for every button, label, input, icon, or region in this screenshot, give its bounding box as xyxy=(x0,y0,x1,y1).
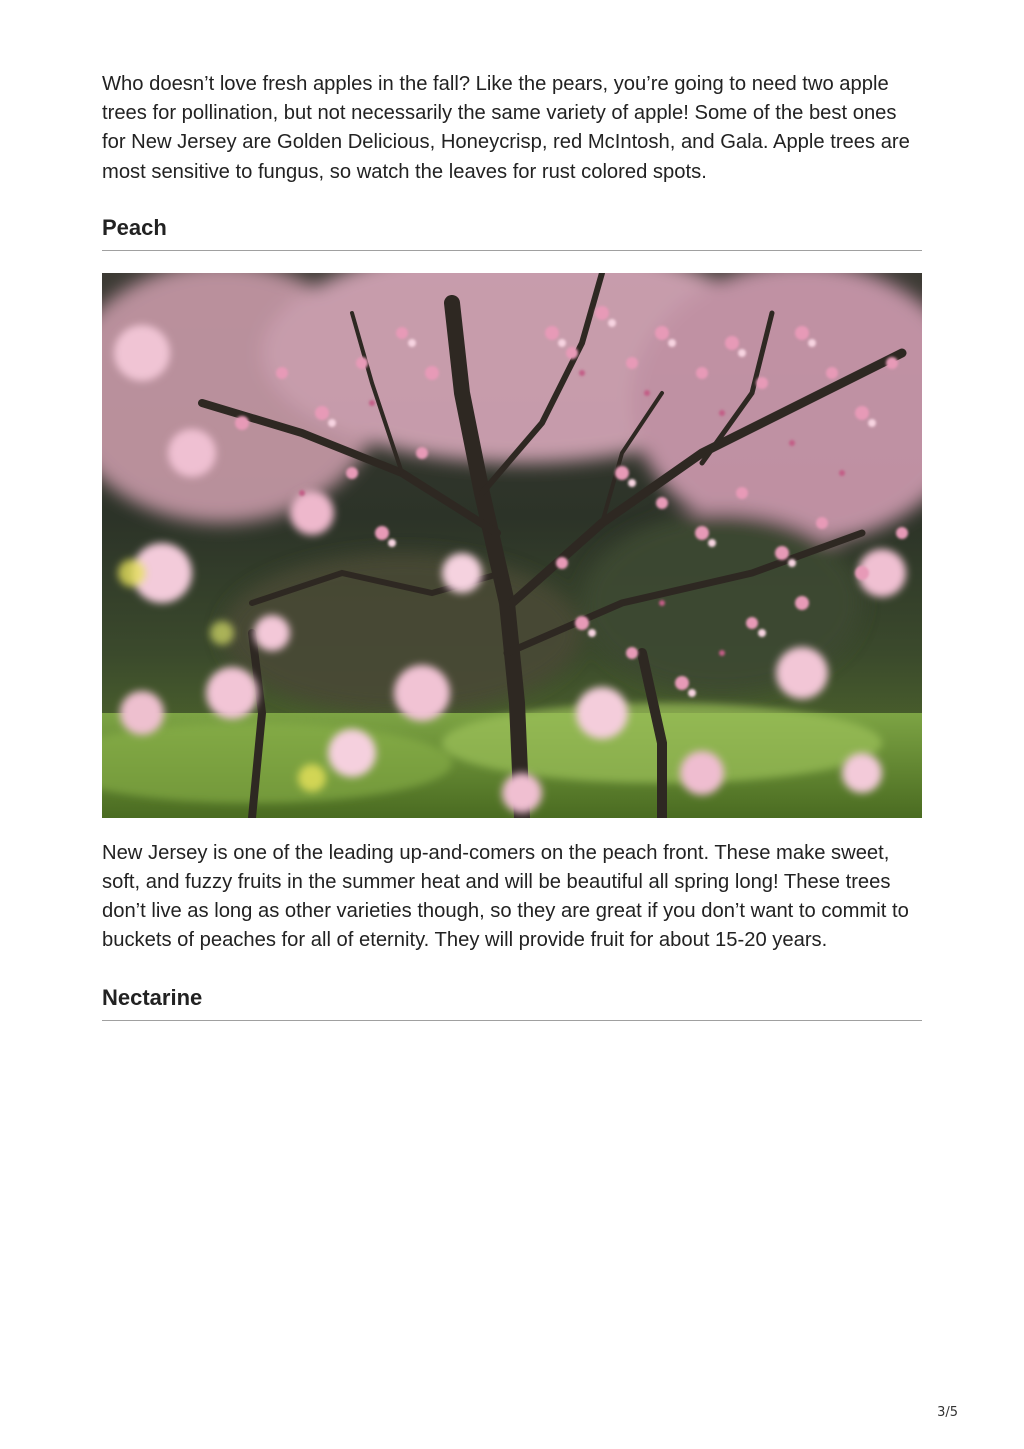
page-number: 3/5 xyxy=(937,1405,958,1420)
apple-paragraph: Who doesn’t love fresh apples in the fall? Like the pears, you’re going to need two apple trees for pollination, but not necessarily the same variety of apple! Some of the best ones for New Jersey are Golden Delicious, Honeycrisp, red McIntosh, and Gala. Apple trees are most sensitive to fungus, so watch the leaves for rust colored spots. xyxy=(102,73,910,183)
nectarine-heading: Nectarine xyxy=(102,983,922,1021)
peach-blossom-photo xyxy=(102,273,922,818)
peach-paragraph: New Jersey is one of the leading up-and-comers on the peach front. These make sweet, soft, and fuzzy fruits in the summer heat and will be beautiful all spring long! These trees don’t live as long as other varieties though, so they are great if you don’t want to commit to buckets of peaches for all of eternity. They will provide fruit for about 15-20 years. xyxy=(102,841,909,952)
peach-heading: Peach xyxy=(102,213,922,251)
article-content xyxy=(102,70,922,1021)
